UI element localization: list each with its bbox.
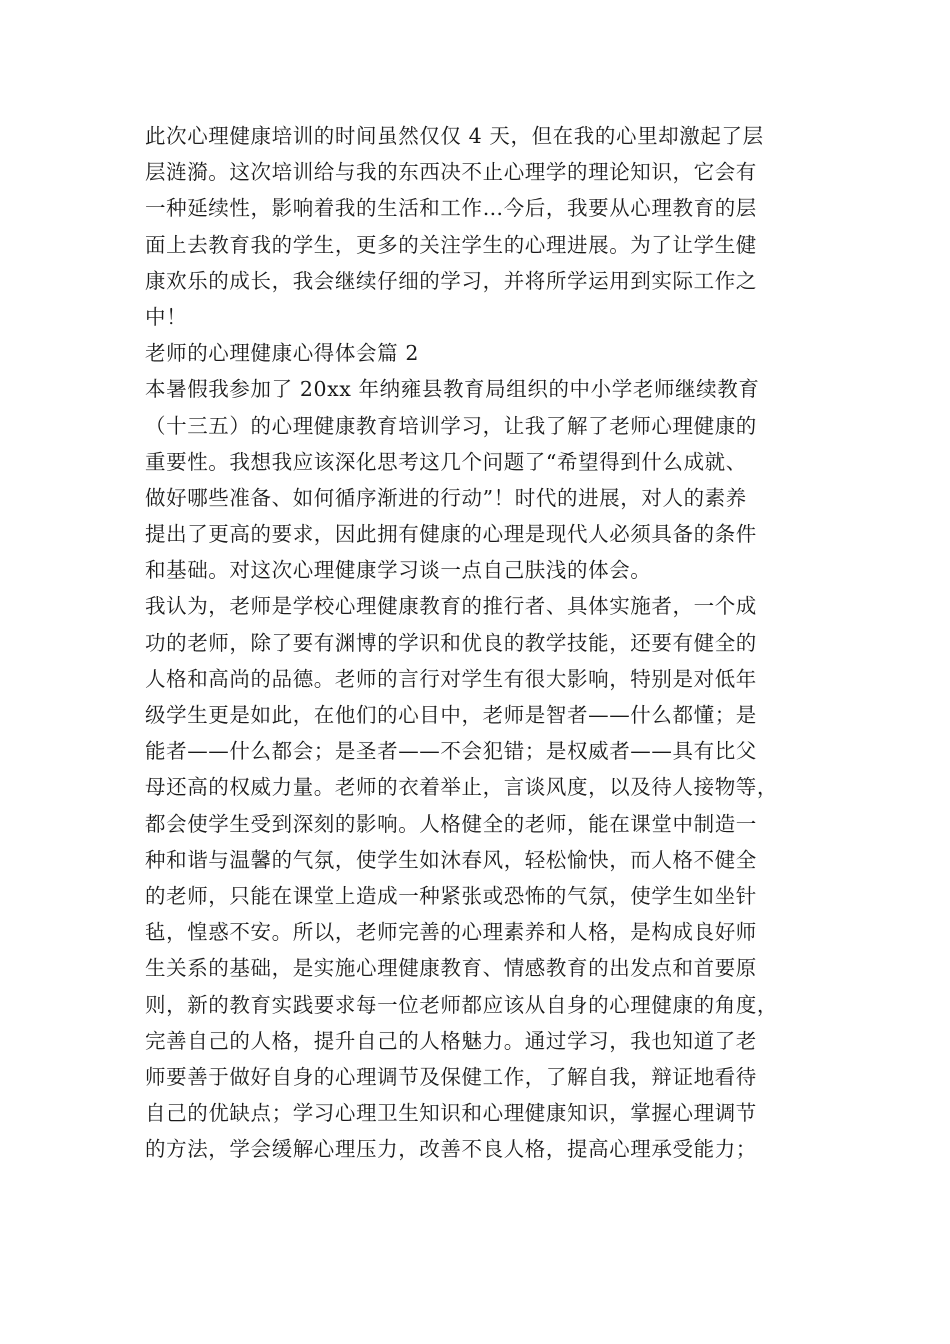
text-line: 完善自己的人格，提升自己的人格魅力。通过学习，我也知道了老 [145, 1028, 757, 1053]
text-line: 康欢乐的成长，我会继续仔细的学习，并将所学运用到实际工作之 [145, 268, 757, 293]
text-line: 中！ [145, 304, 188, 329]
text-line: 人格和高尚的品德。老师的言行对学生有很大影响，特别是对低年 [145, 666, 757, 691]
text-line: 的老师，只能在课堂上造成一种紧张或恐怖的气氛，使学生如坐针 [145, 883, 757, 908]
text-line: 做好哪些准备、如何循序渐进的行动”！时代的进展，对人的素养 [145, 485, 747, 510]
text-line: 此次心理健康培训的时间虽然仅仅 4 天，但在我的心里却激起了层 [145, 124, 764, 148]
text-line: 功的老师，除了要有渊博的学识和优良的教学技能，还要有健全的 [145, 630, 757, 655]
text-line: 和基础。对这次心理健康学习谈一点自己肤浅的体会。 [145, 558, 652, 583]
text-line: 层涟漪。这次培训给与我的东西决不止心理学的理论知识，它会有 [145, 160, 757, 185]
text-line: 的方法，学会缓解心理压力，改善不良人格，提高心理承受能力； [145, 1137, 757, 1162]
text-line: （十三五）的心理健康教育培训学习，让我了解了老师心理健康的 [145, 413, 757, 438]
document-body [145, 118, 810, 1167]
text-line: 一种延续性，影响着我的生活和工作…今后，我要从心理教育的层 [145, 196, 757, 221]
text-line: 毡，惶惑不安。所以，老师完善的心理素养和人格，是构成良好师 [145, 920, 757, 945]
paragraph-1 [145, 118, 810, 335]
section-heading [145, 335, 810, 371]
paragraph-3 [145, 588, 810, 1167]
text-line: 自己的优缺点；学习心理卫生知识和心理健康知识，掌握心理调节 [145, 1101, 757, 1126]
text-line: 面上去教育我的学生，更多的关注学生的心理进展。为了让学生健 [145, 232, 757, 257]
text-line: 本暑假我参加了 20xx 年纳雍县教育局组织的中小学老师继续教育 [145, 377, 760, 402]
paragraph-2 [145, 371, 810, 588]
text-line: 种和谐与温馨的气氛，使学生如沐春风，轻松愉快，而人格不健全 [145, 847, 757, 872]
text-line: 提出了更高的要求，因此拥有健康的心理是现代人必须具备的条件 [145, 522, 757, 547]
text-line: 则，新的教育实践要求每一位老师都应该从自身的心理健康的角度， [145, 992, 778, 1017]
section-heading-text: 老师的心理健康心得体会篇 2 [145, 341, 419, 366]
text-line: 重要性。我想我应该深化思考这几个问题了“希望得到什么成就、 [145, 449, 747, 474]
text-line: 都会使学生受到深刻的影响。人格健全的老师，能在课堂中制造一 [145, 811, 757, 836]
text-line: 级学生更是如此，在他们的心目中，老师是智者——什么都懂；是 [145, 703, 757, 727]
text-line: 师要善于做好自身的心理调节及保健工作，了解自我，辩证地看待 [145, 1064, 757, 1089]
text-line: 生关系的基础，是实施心理健康教育、情感教育的出发点和首要原 [145, 956, 757, 981]
text-line: 我认为，老师是学校心理健康教育的推行者、具体实施者，一个成 [145, 594, 757, 619]
text-line: 母还高的权威力量。老师的衣着举止，言谈风度，以及待人接物等， [145, 775, 778, 800]
text-line: 能者——什么都会；是圣者——不会犯错；是权威者——具有比父 [145, 739, 757, 764]
